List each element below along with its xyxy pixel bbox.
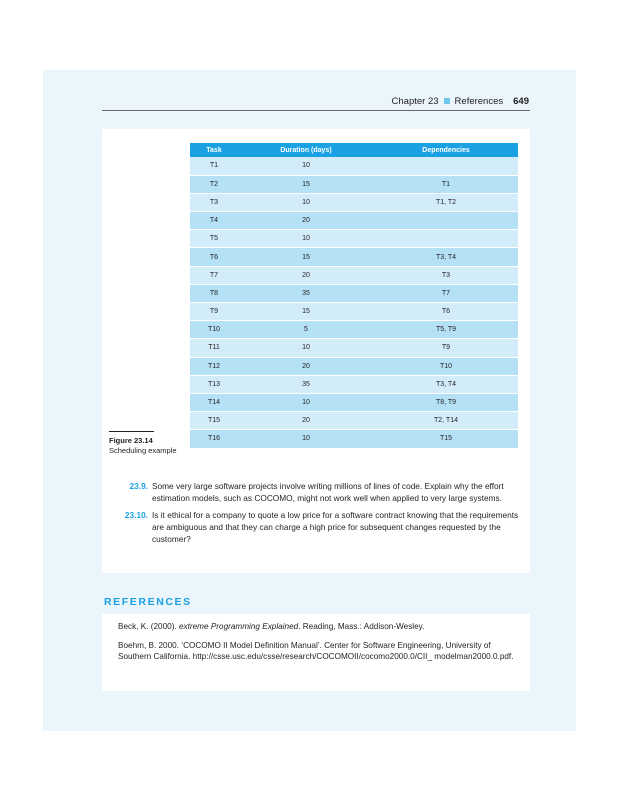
duration-cell: 35 xyxy=(238,375,374,393)
dependencies-cell: T7 xyxy=(374,284,518,302)
reference-entry xyxy=(118,640,523,663)
table-row xyxy=(190,193,518,211)
table-row xyxy=(190,375,518,393)
task-cell: T8 xyxy=(190,284,238,302)
task-cell: T14 xyxy=(190,393,238,411)
task-cell: T1 xyxy=(190,157,238,175)
dependencies-cell: T8, T9 xyxy=(374,393,518,411)
task-cell: T9 xyxy=(190,303,238,321)
header-rule xyxy=(102,110,530,111)
exercises-list xyxy=(118,480,522,550)
column-header-dependencies: Dependencies xyxy=(374,143,518,157)
dependencies-cell: T10 xyxy=(374,357,518,375)
reference-text: Boehm, B. 2000. ‘COCOMO II Model Definition Manual’. Center for Software Engineering, University of Southern California. http://csse.usc.edu/csse/research/COCOMOII/cocomo2000.0/CII_ modelman2000.0.pdf. xyxy=(118,640,514,661)
exercise-text: Is it ethical for a company to quote a low price for a software contract knowing that the requirements are ambiguous and that they can charge a high price for subsequent changes requested by the customer? xyxy=(152,510,519,544)
duration-cell: 15 xyxy=(238,303,374,321)
page-number: 649 xyxy=(513,96,529,107)
duration-cell: 20 xyxy=(238,212,374,230)
task-cell: T4 xyxy=(190,212,238,230)
references-heading: REFERENCES xyxy=(104,596,192,608)
dependencies-cell: T3 xyxy=(374,266,518,284)
reference-text: . Reading, Mass.: Addison-Wesley. xyxy=(298,622,425,631)
duration-cell: 10 xyxy=(238,430,374,448)
dependencies-cell xyxy=(374,157,518,175)
table-row xyxy=(190,412,518,430)
table-row xyxy=(190,321,518,339)
dependencies-cell xyxy=(374,230,518,248)
figure-caption xyxy=(109,436,177,456)
column-header-task: Task xyxy=(190,143,238,157)
duration-cell: 15 xyxy=(238,175,374,193)
scheduling-table xyxy=(190,143,518,449)
table-row xyxy=(190,157,518,175)
duration-cell: 10 xyxy=(238,339,374,357)
dependencies-cell: T2, T14 xyxy=(374,412,518,430)
task-cell: T12 xyxy=(190,357,238,375)
task-cell: T7 xyxy=(190,266,238,284)
figure-number: Figure 23.14 xyxy=(109,436,153,445)
table-row xyxy=(190,248,518,266)
table-row xyxy=(190,430,518,448)
task-cell: T5 xyxy=(190,230,238,248)
references-list xyxy=(118,621,523,670)
exercise-number: 23.9. xyxy=(129,481,148,491)
reference-text: Beck, K. (2000). xyxy=(118,622,179,631)
duration-cell: 10 xyxy=(238,230,374,248)
dependencies-cell xyxy=(374,212,518,230)
task-cell: T16 xyxy=(190,430,238,448)
exercise-text: Some very large software projects involve writing millions of lines of code. Explain why the effort estimation models, such as COCOMO, might not work well when applied to very large systems. xyxy=(152,481,504,503)
table-row xyxy=(190,339,518,357)
exercise-number: 23.10. xyxy=(124,510,148,520)
column-header-duration: Duration (days) xyxy=(238,143,374,157)
dependencies-cell: T1 xyxy=(374,175,518,193)
figure-caption-rule xyxy=(109,431,154,432)
exercise-item xyxy=(118,509,522,545)
task-cell: T3 xyxy=(190,193,238,211)
duration-cell: 10 xyxy=(238,193,374,211)
table-header-row xyxy=(190,143,518,157)
reference-entry xyxy=(118,621,523,633)
dependencies-cell: T6 xyxy=(374,303,518,321)
table-row xyxy=(190,393,518,411)
task-cell: T6 xyxy=(190,248,238,266)
duration-cell: 35 xyxy=(238,284,374,302)
square-bullet-icon xyxy=(444,98,450,104)
running-head xyxy=(43,96,529,107)
task-cell: T10 xyxy=(190,321,238,339)
table-row xyxy=(190,303,518,321)
dependencies-cell: T3, T4 xyxy=(374,375,518,393)
dependencies-cell: T5, T9 xyxy=(374,321,518,339)
dependencies-cell: T9 xyxy=(374,339,518,357)
duration-cell: 15 xyxy=(238,248,374,266)
figure-caption-text: Scheduling example xyxy=(109,446,177,455)
duration-cell: 10 xyxy=(238,157,374,175)
task-cell: T11 xyxy=(190,339,238,357)
task-cell: T2 xyxy=(190,175,238,193)
section-label: References xyxy=(454,96,504,107)
table-row xyxy=(190,212,518,230)
table-row xyxy=(190,175,518,193)
dependencies-cell: T3, T4 xyxy=(374,248,518,266)
table-row xyxy=(190,230,518,248)
duration-cell: 5 xyxy=(238,321,374,339)
chapter-label: Chapter 23 xyxy=(391,96,439,107)
task-cell: T15 xyxy=(190,412,238,430)
table-row xyxy=(190,357,518,375)
duration-cell: 20 xyxy=(238,412,374,430)
table-row xyxy=(190,266,518,284)
reference-title: extreme Programming Explained xyxy=(178,622,299,631)
table-row xyxy=(190,284,518,302)
duration-cell: 20 xyxy=(238,266,374,284)
dependencies-cell: T15 xyxy=(374,430,518,448)
task-cell: T13 xyxy=(190,375,238,393)
duration-cell: 20 xyxy=(238,357,374,375)
exercise-item xyxy=(118,480,522,504)
dependencies-cell: T1, T2 xyxy=(374,193,518,211)
duration-cell: 10 xyxy=(238,393,374,411)
